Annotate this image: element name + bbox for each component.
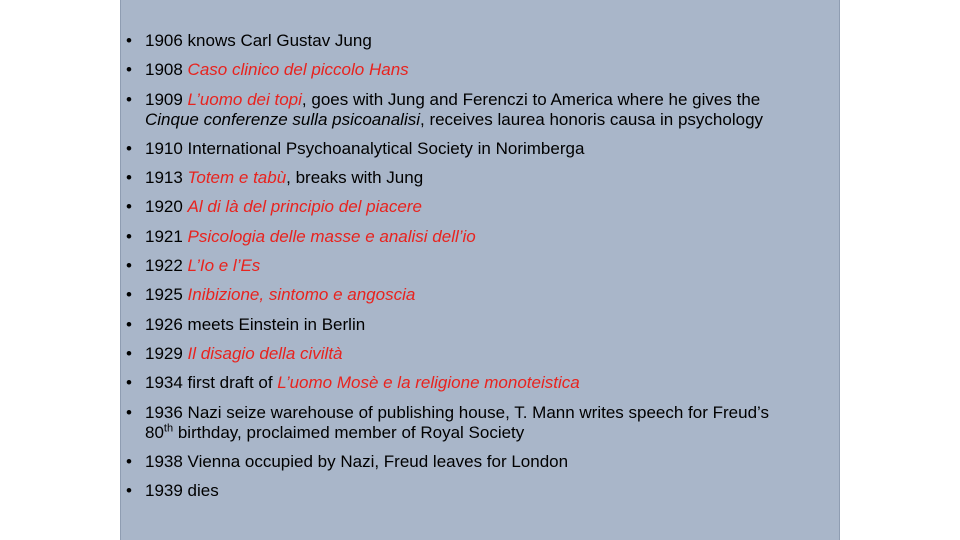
slide-background — [120, 0, 840, 540]
item-text: 1939 dies — [145, 481, 219, 501]
list-item-1922 — [126, 256, 838, 276]
list-item-1936 — [126, 403, 838, 443]
work-title: Totem e tabù — [187, 168, 287, 188]
list-item-1910 — [126, 139, 838, 159]
item-text: 1906 knows Carl Gustav Jung — [145, 31, 372, 50]
list-item-1925 — [126, 285, 838, 305]
list-item-1929 — [126, 344, 838, 364]
item-text: , breaks with Jung — [286, 168, 424, 188]
ordinal-suffix: th — [163, 421, 174, 434]
list-item-1909 — [126, 90, 838, 130]
work-title: L’uomo dei topi — [187, 89, 302, 109]
bullet-icon: • — [126, 31, 132, 50]
item-text: 1926 meets Einstein in Berlin — [145, 314, 366, 334]
bullet-icon: • — [126, 138, 132, 158]
bullet-icon: • — [126, 314, 132, 334]
bullet-icon: • — [126, 256, 132, 276]
item-text-continued-2: birthday, proclaimed member of Royal Society — [173, 422, 525, 442]
item-text: 1936 Nazi seize warehouse of publishing house, T. Mann writes speech for Freud’s — [145, 402, 770, 422]
item-year: 1922 — [145, 256, 188, 276]
work-title: Al di là del principio del piacere — [187, 197, 422, 217]
work-title: L’Io e l’Es — [187, 256, 261, 276]
item-year: 1929 — [145, 343, 188, 363]
item-text: 1938 Vienna occupied by Nazi, Freud leaves for London — [145, 451, 569, 471]
item-text-continued: 80 — [145, 422, 164, 442]
item-text-continued: , receives laurea honoris causa in psychology — [420, 109, 764, 129]
bullet-icon: • — [126, 168, 132, 188]
item-year: 1913 — [145, 168, 188, 188]
list-item-1921 — [126, 227, 838, 247]
bullet-icon: • — [126, 60, 132, 80]
work-title: Il disagio della civiltà — [187, 343, 343, 363]
bullet-icon: • — [126, 285, 132, 305]
item-year: 1909 — [145, 89, 188, 109]
bullet-icon: • — [126, 402, 132, 422]
item-year: 1921 — [145, 226, 188, 246]
item-year: 1920 — [145, 197, 188, 217]
item-text: , goes with Jung and Ferenczi to America where he gives the — [301, 89, 761, 109]
list-item-1913 — [126, 168, 838, 188]
timeline-list — [126, 31, 838, 510]
work-title-italic: Cinque conferenze sulla psicoanalisi — [145, 109, 420, 129]
item-text: 1910 International Psychoanalytical Society in Norimberga — [145, 138, 585, 158]
list-item-1908 — [126, 60, 838, 80]
list-item-1926 — [126, 315, 838, 335]
bullet-icon: • — [126, 373, 132, 393]
bullet-icon: • — [126, 226, 132, 246]
item-text: 1934 first draft of — [145, 373, 278, 393]
work-title: Caso clinico del piccolo Hans — [187, 60, 409, 80]
list-item-1906 — [126, 31, 838, 51]
item-year: 1908 — [145, 60, 188, 80]
bullet-icon: • — [126, 89, 132, 109]
bullet-icon: • — [126, 451, 132, 471]
bullet-icon: • — [126, 481, 132, 501]
list-item-1920 — [126, 197, 838, 217]
work-title: L’uomo Mosè e la religione monoteistica — [277, 373, 580, 393]
bullet-icon: • — [126, 197, 132, 217]
work-title: Inibizione, sintomo e angoscia — [187, 285, 416, 305]
list-item-1939 — [126, 481, 838, 501]
bullet-icon: • — [126, 343, 132, 363]
item-year: 1925 — [145, 285, 188, 305]
list-item-1934 — [126, 373, 838, 393]
list-item-1938 — [126, 452, 838, 472]
work-title: Psicologia delle masse e analisi dell’io — [187, 226, 476, 246]
